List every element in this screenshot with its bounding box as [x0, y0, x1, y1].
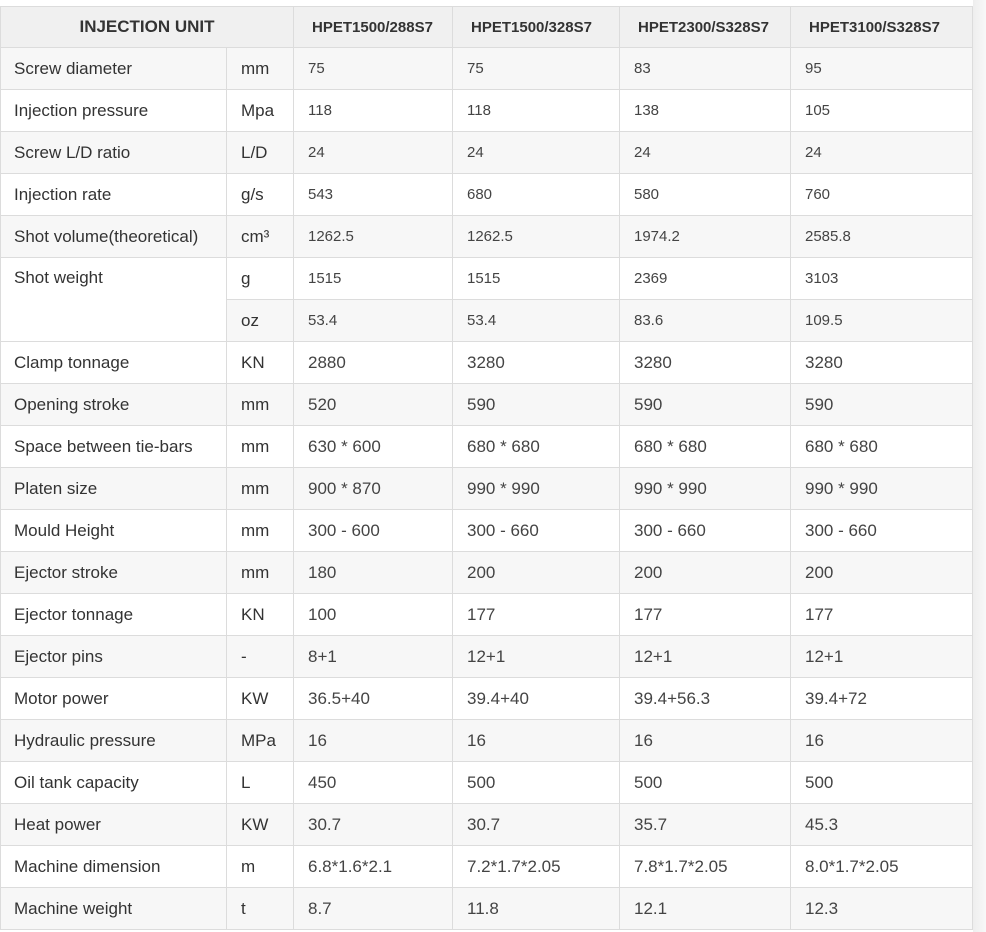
- row-value: 300 - 660: [453, 510, 620, 552]
- row-value: 3280: [620, 342, 791, 384]
- row-value: 900 * 870: [294, 468, 453, 510]
- row-unit: t: [227, 888, 294, 930]
- row-value: 83: [620, 48, 791, 90]
- table-row: [1, 426, 973, 468]
- row-value: 500: [453, 762, 620, 804]
- row-value: 95: [791, 48, 973, 90]
- row-value: 35.7: [620, 804, 791, 846]
- row-value: 100: [294, 594, 453, 636]
- table-row: [1, 342, 973, 384]
- table-row: [1, 90, 973, 132]
- row-value: 53.4: [453, 300, 620, 342]
- row-value: 3103: [791, 258, 973, 300]
- row-parameter: Opening stroke: [1, 384, 227, 426]
- table-row: [1, 720, 973, 762]
- row-value: 8.0*1.7*2.05: [791, 846, 973, 888]
- row-value: 1262.5: [453, 216, 620, 258]
- row-parameter: Mould Height: [1, 510, 227, 552]
- row-parameter: Injection rate: [1, 174, 227, 216]
- row-value: 680 * 680: [620, 426, 791, 468]
- row-unit: -: [227, 636, 294, 678]
- row-value: 680: [453, 174, 620, 216]
- table-row: [1, 132, 973, 174]
- table-row: [1, 258, 973, 300]
- row-value: 300 - 660: [620, 510, 791, 552]
- row-unit: Mpa: [227, 90, 294, 132]
- row-value: 680 * 680: [791, 426, 973, 468]
- row-parameter: Heat power: [1, 804, 227, 846]
- row-value: 500: [791, 762, 973, 804]
- row-parameter: Space between tie-bars: [1, 426, 227, 468]
- row-parameter: Screw diameter: [1, 48, 227, 90]
- row-value: 177: [453, 594, 620, 636]
- table-row: [1, 888, 973, 930]
- row-value: 53.4: [294, 300, 453, 342]
- row-parameter: Ejector stroke: [1, 552, 227, 594]
- row-unit: g: [227, 258, 294, 300]
- row-unit: L/D: [227, 132, 294, 174]
- row-unit: KN: [227, 342, 294, 384]
- row-value: 8.7: [294, 888, 453, 930]
- spec-table: [0, 6, 973, 930]
- table-row: [1, 846, 973, 888]
- table-row: [1, 174, 973, 216]
- row-value: 200: [791, 552, 973, 594]
- row-value: 39.4+72: [791, 678, 973, 720]
- row-value: 1974.2: [620, 216, 791, 258]
- table-row: [1, 510, 973, 552]
- row-value: 24: [791, 132, 973, 174]
- row-value: 590: [620, 384, 791, 426]
- table-row: [1, 216, 973, 258]
- row-parameter: Injection pressure: [1, 90, 227, 132]
- row-value: 177: [791, 594, 973, 636]
- row-value: 16: [294, 720, 453, 762]
- row-unit: KW: [227, 678, 294, 720]
- row-parameter: Shot weight: [1, 258, 227, 342]
- row-value: 760: [791, 174, 973, 216]
- row-value: 180: [294, 552, 453, 594]
- row-parameter: Motor power: [1, 678, 227, 720]
- row-value: 12+1: [620, 636, 791, 678]
- row-value: 12+1: [791, 636, 973, 678]
- row-value: 590: [453, 384, 620, 426]
- row-unit: g/s: [227, 174, 294, 216]
- row-unit: KW: [227, 804, 294, 846]
- row-unit: mm: [227, 48, 294, 90]
- row-value: 680 * 680: [453, 426, 620, 468]
- row-value: 12.1: [620, 888, 791, 930]
- row-unit: oz: [227, 300, 294, 342]
- row-value: 300 - 660: [791, 510, 973, 552]
- row-value: 11.8: [453, 888, 620, 930]
- row-value: 12+1: [453, 636, 620, 678]
- header-title: INJECTION UNIT: [1, 7, 294, 48]
- row-unit: m: [227, 846, 294, 888]
- row-parameter: Ejector tonnage: [1, 594, 227, 636]
- table-row: [1, 636, 973, 678]
- row-value: 520: [294, 384, 453, 426]
- row-value: 990 * 990: [791, 468, 973, 510]
- row-value: 2880: [294, 342, 453, 384]
- row-value: 24: [453, 132, 620, 174]
- row-unit: mm: [227, 468, 294, 510]
- row-value: 990 * 990: [620, 468, 791, 510]
- row-value: 590: [791, 384, 973, 426]
- row-unit: L: [227, 762, 294, 804]
- row-value: 83.6: [620, 300, 791, 342]
- row-value: 630 * 600: [294, 426, 453, 468]
- row-value: 300 - 600: [294, 510, 453, 552]
- row-value: 75: [294, 48, 453, 90]
- row-value: 7.2*1.7*2.05: [453, 846, 620, 888]
- header-model: HPET3100/S328S7: [791, 7, 973, 48]
- row-value: 200: [620, 552, 791, 594]
- row-unit: cm³: [227, 216, 294, 258]
- row-parameter: Screw L/D ratio: [1, 132, 227, 174]
- row-parameter: Clamp tonnage: [1, 342, 227, 384]
- table-row: [1, 762, 973, 804]
- table-row: [1, 678, 973, 720]
- row-parameter: Hydraulic pressure: [1, 720, 227, 762]
- row-value: 118: [453, 90, 620, 132]
- row-value: 1262.5: [294, 216, 453, 258]
- table-row: [1, 804, 973, 846]
- row-parameter: Platen size: [1, 468, 227, 510]
- row-value: 3280: [453, 342, 620, 384]
- row-value: 543: [294, 174, 453, 216]
- row-parameter: Machine weight: [1, 888, 227, 930]
- row-value: 7.8*1.7*2.05: [620, 846, 791, 888]
- row-value: 24: [294, 132, 453, 174]
- row-value: 6.8*1.6*2.1: [294, 846, 453, 888]
- header-model: HPET1500/288S7: [294, 7, 453, 48]
- row-value: 36.5+40: [294, 678, 453, 720]
- row-value: 16: [620, 720, 791, 762]
- row-value: 75: [453, 48, 620, 90]
- row-value: 12.3: [791, 888, 973, 930]
- table-row: [1, 552, 973, 594]
- row-unit: MPa: [227, 720, 294, 762]
- row-value: 118: [294, 90, 453, 132]
- row-value: 109.5: [791, 300, 973, 342]
- row-parameter: Oil tank capacity: [1, 762, 227, 804]
- row-value: 1515: [453, 258, 620, 300]
- row-value: 30.7: [294, 804, 453, 846]
- row-value: 1515: [294, 258, 453, 300]
- row-value: 580: [620, 174, 791, 216]
- row-value: 500: [620, 762, 791, 804]
- row-value: 24: [620, 132, 791, 174]
- table-header-row: [1, 7, 973, 48]
- row-value: 105: [791, 90, 973, 132]
- row-parameter: Machine dimension: [1, 846, 227, 888]
- row-value: 450: [294, 762, 453, 804]
- row-value: 177: [620, 594, 791, 636]
- row-unit: KN: [227, 594, 294, 636]
- table-row: [1, 384, 973, 426]
- row-value: 200: [453, 552, 620, 594]
- row-value: 39.4+56.3: [620, 678, 791, 720]
- row-parameter: Ejector pins: [1, 636, 227, 678]
- row-value: 16: [453, 720, 620, 762]
- table-row: [1, 468, 973, 510]
- row-unit: mm: [227, 510, 294, 552]
- row-value: 3280: [791, 342, 973, 384]
- row-value: 30.7: [453, 804, 620, 846]
- row-parameter: Shot volume(theoretical): [1, 216, 227, 258]
- header-model: HPET1500/328S7: [453, 7, 620, 48]
- row-unit: mm: [227, 384, 294, 426]
- row-unit: mm: [227, 426, 294, 468]
- row-value: 8+1: [294, 636, 453, 678]
- scroll-gutter: [973, 0, 986, 932]
- row-value: 990 * 990: [453, 468, 620, 510]
- row-value: 39.4+40: [453, 678, 620, 720]
- row-value: 2369: [620, 258, 791, 300]
- row-value: 138: [620, 90, 791, 132]
- row-value: 45.3: [791, 804, 973, 846]
- row-value: 2585.8: [791, 216, 973, 258]
- spec-table-container: [0, 6, 972, 930]
- row-value: 16: [791, 720, 973, 762]
- table-row: [1, 48, 973, 90]
- header-model: HPET2300/S328S7: [620, 7, 791, 48]
- table-row: [1, 594, 973, 636]
- table-body: [1, 48, 973, 930]
- row-unit: mm: [227, 552, 294, 594]
